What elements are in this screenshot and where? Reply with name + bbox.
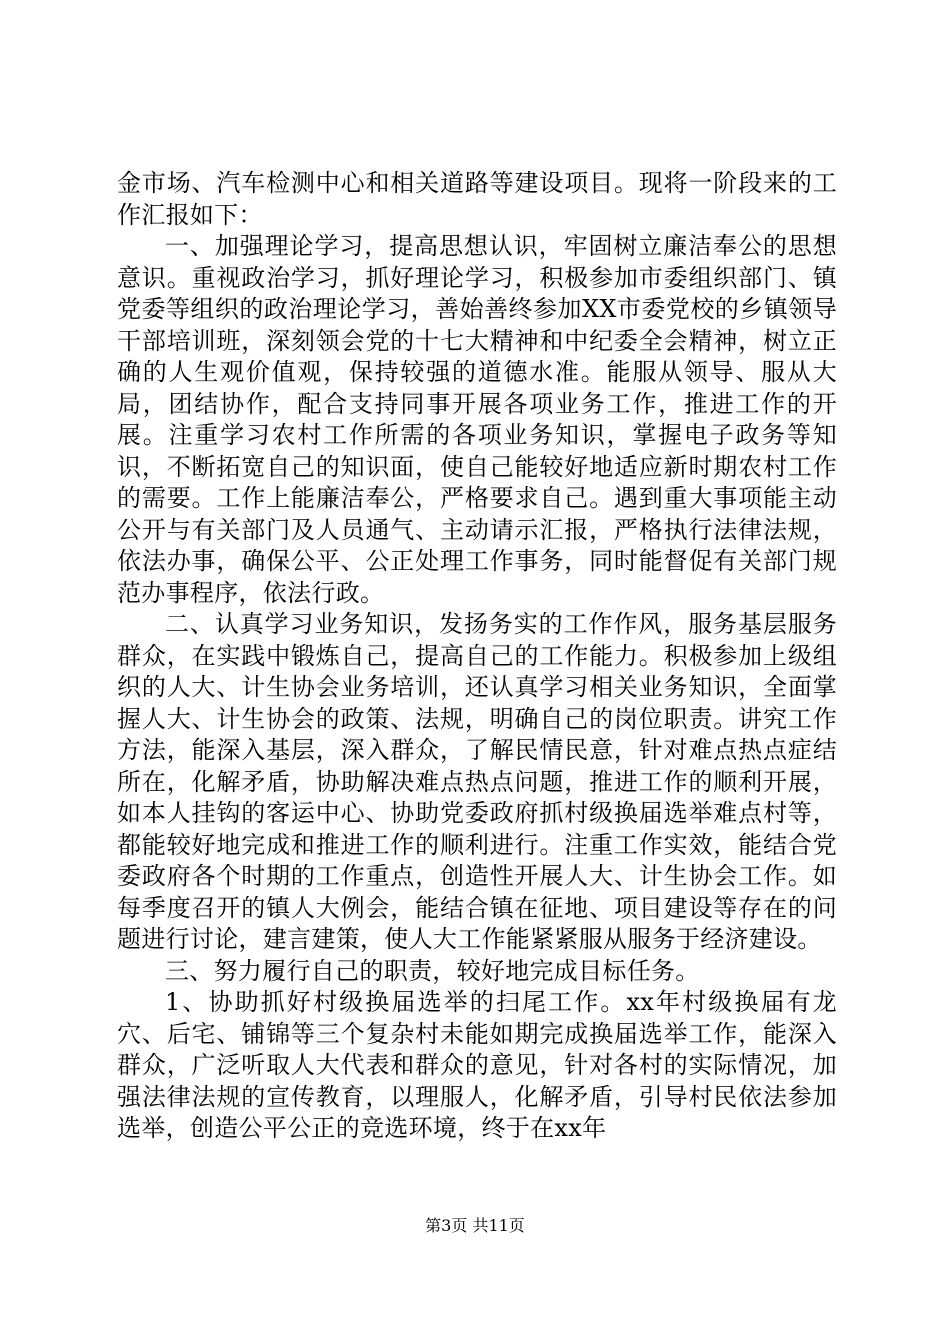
paragraph-section-two: 二、认真学习业务知识，发扬务实的工作作风，服务基层服务群众，在实践中锻炼自己，提高自己的工作能力。积极参加上级组织的人大、计生协会业务培训，还认真学习相关业务知识，全面掌握人大、计生协会的政策、法规，明确自己的岗位职责。讲究工作方法，能深入基层，深入群众，了解民情民意，针对难点热点症结所在，化解矛盾，协助解决难点热点问题，推进工作的顺利开展，如本人挂钩的客运中心、协助党委政府抓村级换届选举难点村等，都能较好地完成和推进工作的顺利进行。注重工作实效，能结合党委政府各个时期的工作重点，创造性开展人大、计生协会工作。如每季度召开的镇人大例会，能结合镇在征地、项目建设等存在的问题进行讨论，建言建策，使人大工作能紧紧服从服务于经济建设。 [117,610,837,953]
document-body [117,168,837,1145]
paragraph-continuation: 金市场、汽车检测中心和相关道路等建设项目。现将一阶段来的工作汇报如下： [117,169,837,229]
paragraph-item-one: 1、协助抓好村级换届选举的扫尾工作。xx年村级换届有龙穴、后宅、铺锦等三个复杂村未能如期完成换届选举工作，能深入群众，广泛听取人大代表和群众的意见，针对各村的实际情况，加强法律法规的宣传教育，以理服人，化解矛盾，引导村民依法参加选举，创造公平公正的竞选环境，终于在xx年 [117,988,837,1142]
paragraph-section-three: 三、努力履行自己的职责，较好地完成目标任务。 [165,956,700,985]
paragraph-section-one: 一、加强理论学习，提高思想认识，牢固树立廉洁奉公的思想意识。重视政治学习，抓好理论学习，积极参加市委组织部门、镇党委等组织的政治理论学习，善始善终参加XX市委党校的乡镇领导干部培训班，深刻领会党的十七大精神和中纪委全会精神，树立正确的人生观价值观，保持较强的道德水准。能服从领导、服从大局，团结协作，配合支持同事开展各项业务工作，推进工作的开展。注重学习农村工作所需的各项业务知识，掌握电子政务等知识，不断拓宽自己的知识面，使自己能较好地适应新时期农村工作的需要。工作上能廉洁奉公，严格要求自己。遇到重大事项能主动公开与有关部门及人员通气、主动请示汇报，严格执行法律法规，依法办事，确保公平、公正处理工作事务，同时能督促有关部门规范办事程序，依法行政。 [117,232,837,607]
page-number-footer: 第3页 共11页 [425,1216,525,1235]
